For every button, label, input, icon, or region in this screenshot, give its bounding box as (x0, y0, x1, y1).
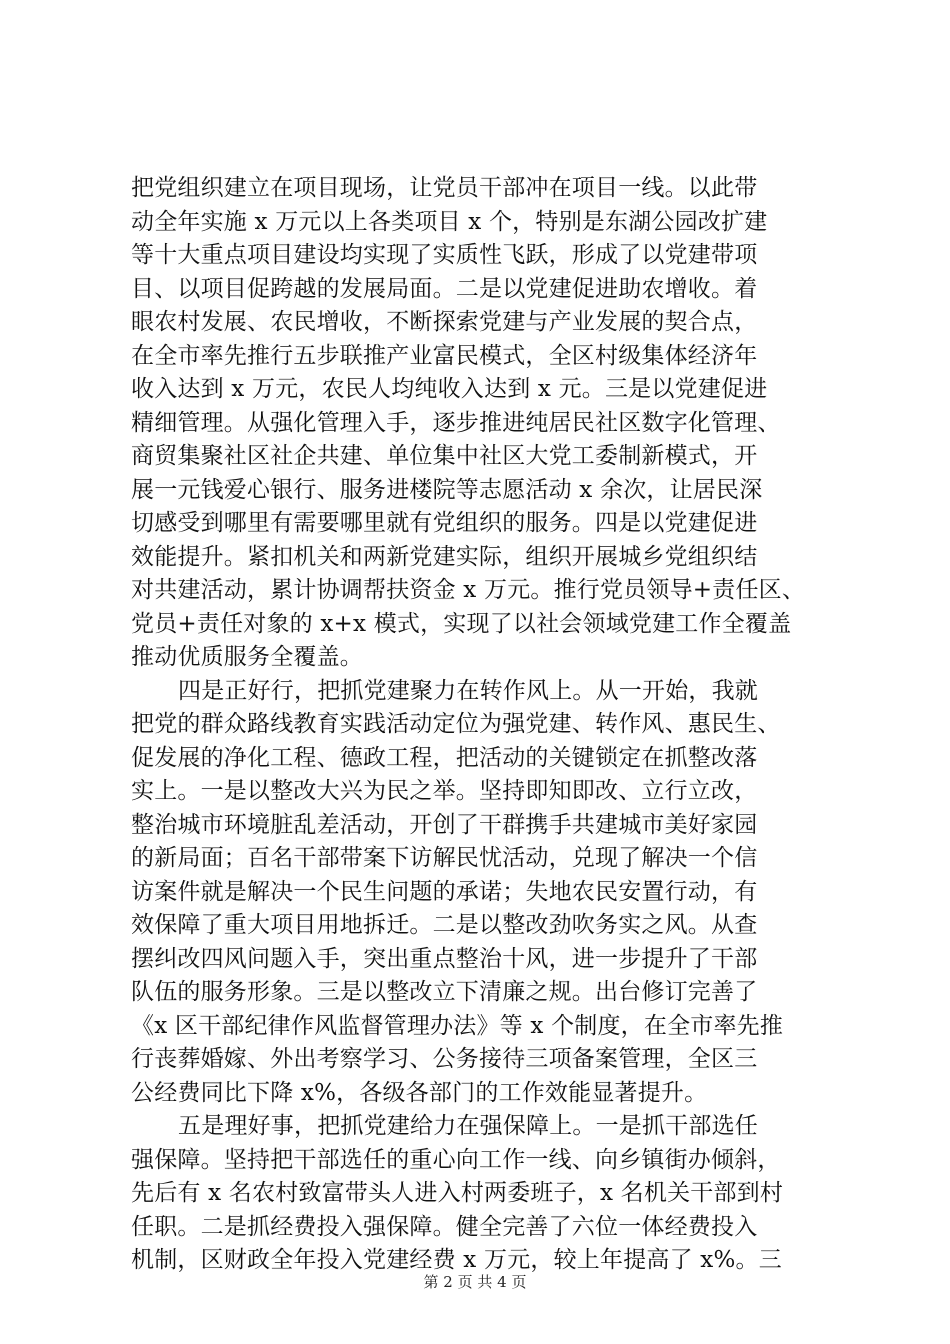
text-line: 队伍的服务形象。三是以整改立下清廉之规。出台修订完善了 (131, 979, 758, 1005)
text-line: 对共建活动，累计协调帮扶资金 x 万元。推行党员领导+责任区、 (131, 577, 806, 603)
text-line: 任职。二是抓经费投入强保障。健全完善了六位一体经费投入 (131, 1213, 758, 1240)
text-line: 效能提升。紧扣机关和两新党建实际，组织开展城乡党组织结 (131, 543, 758, 570)
text-line: 实上。一是以整改大兴为民之举。坚持即知即改、立行立改， (131, 778, 758, 804)
text-line: 先后有 x 名农村致富带头人进入村两委班子，x 名机关干部到村 (131, 1180, 784, 1206)
text-line: 动全年实施 x 万元以上各类项目 x 个，特别是东湖公园改扩建 (131, 208, 768, 235)
text-line: 机制，区财政全年投入党建经费 x 万元，较上年提高了 x%。三 (131, 1247, 782, 1273)
text-line: 收入达到 x 万元，农民人均纯收入达到 x 元。三是以党建促进 (131, 376, 768, 402)
text-line: 公经费同比下降 x%，各级各部门的工作效能显著提升。 (131, 1079, 708, 1106)
text-line: 强保障。坚持把干部选任的重心向工作一线、向乡镇街办倾斜， (131, 1146, 781, 1173)
text-line: 促发展的净化工程、德政工程，把活动的关键锁定在抓整改落 (131, 744, 758, 771)
text-line: 整治城市环境脏乱差活动，开创了干群携手共建城市美好家园 (131, 811, 758, 838)
text-line: 在全市率先推行五步联推产业富民模式，全区村级集体经济年 (131, 342, 758, 369)
text-line: 等十大重点项目建设均实现了实质性飞跃，形成了以党建带项 (131, 242, 758, 268)
text-line: 《x 区干部纪律作风监督管理办法》等 x 个制度，在全市率先推 (131, 1012, 784, 1039)
text-line: 党员+责任对象的 x+x 模式，实现了以社会领域党建工作全覆盖 (131, 610, 792, 637)
text-line: 精细管理。从强化管理入手，逐步推进纯居民社区数字化管理、 (131, 409, 781, 436)
text-line: 把党的群众路线教育实践活动定位为强党建、转作风、惠民生、 (131, 711, 781, 737)
text-line: 推动优质服务全覆盖。 (131, 644, 363, 670)
text-line: 展一元钱爱心银行、服务进楼院等志愿活动 x 余次，让居民深 (131, 476, 763, 503)
text-line: 把党组织建立在项目现场，让党员干部冲在项目一线。以此带 (131, 175, 758, 201)
text-line: 访案件就是解决一个民生问题的承诺；失地农民安置行动，有 (131, 878, 758, 905)
text-line: 的新局面；百名干部带案下访解民忧活动，兑现了解决一个信 (131, 845, 758, 871)
text-line: 效保障了重大项目用地拆迁。二是以整改劲吹务实之风。从查 (131, 912, 758, 938)
text-line: 目、以项目促跨越的发展局面。二是以党建促进助农增收。着 (131, 275, 758, 302)
text-line: 眼农村发展、农民增收，不断探索党建与产业发展的契合点， (131, 309, 758, 335)
text-line: 四是正好行，把抓党建聚力在转作风上。从一开始，我就 (178, 677, 758, 704)
text-line: 商贸集聚社区社企共建、单位集中社区大党工委制新模式，开 (131, 443, 758, 469)
text-line: 行丧葬婚嫁、外出考察学习、公务接待三项备案管理，全区三 (131, 1046, 758, 1072)
body-text (131, 172, 831, 1278)
page-footer: 第 2 页 共 4 页 (423, 1273, 527, 1291)
text-line: 切感受到哪里有需要哪里就有党组织的服务。四是以党建促进 (131, 510, 758, 536)
text-line: 摆纠改四风问题入手，突出重点整治十风，进一步提升了干部 (131, 945, 758, 972)
text-line: 五是理好事，把抓党建给力在强保障上。一是抓干部选任 (178, 1113, 758, 1139)
